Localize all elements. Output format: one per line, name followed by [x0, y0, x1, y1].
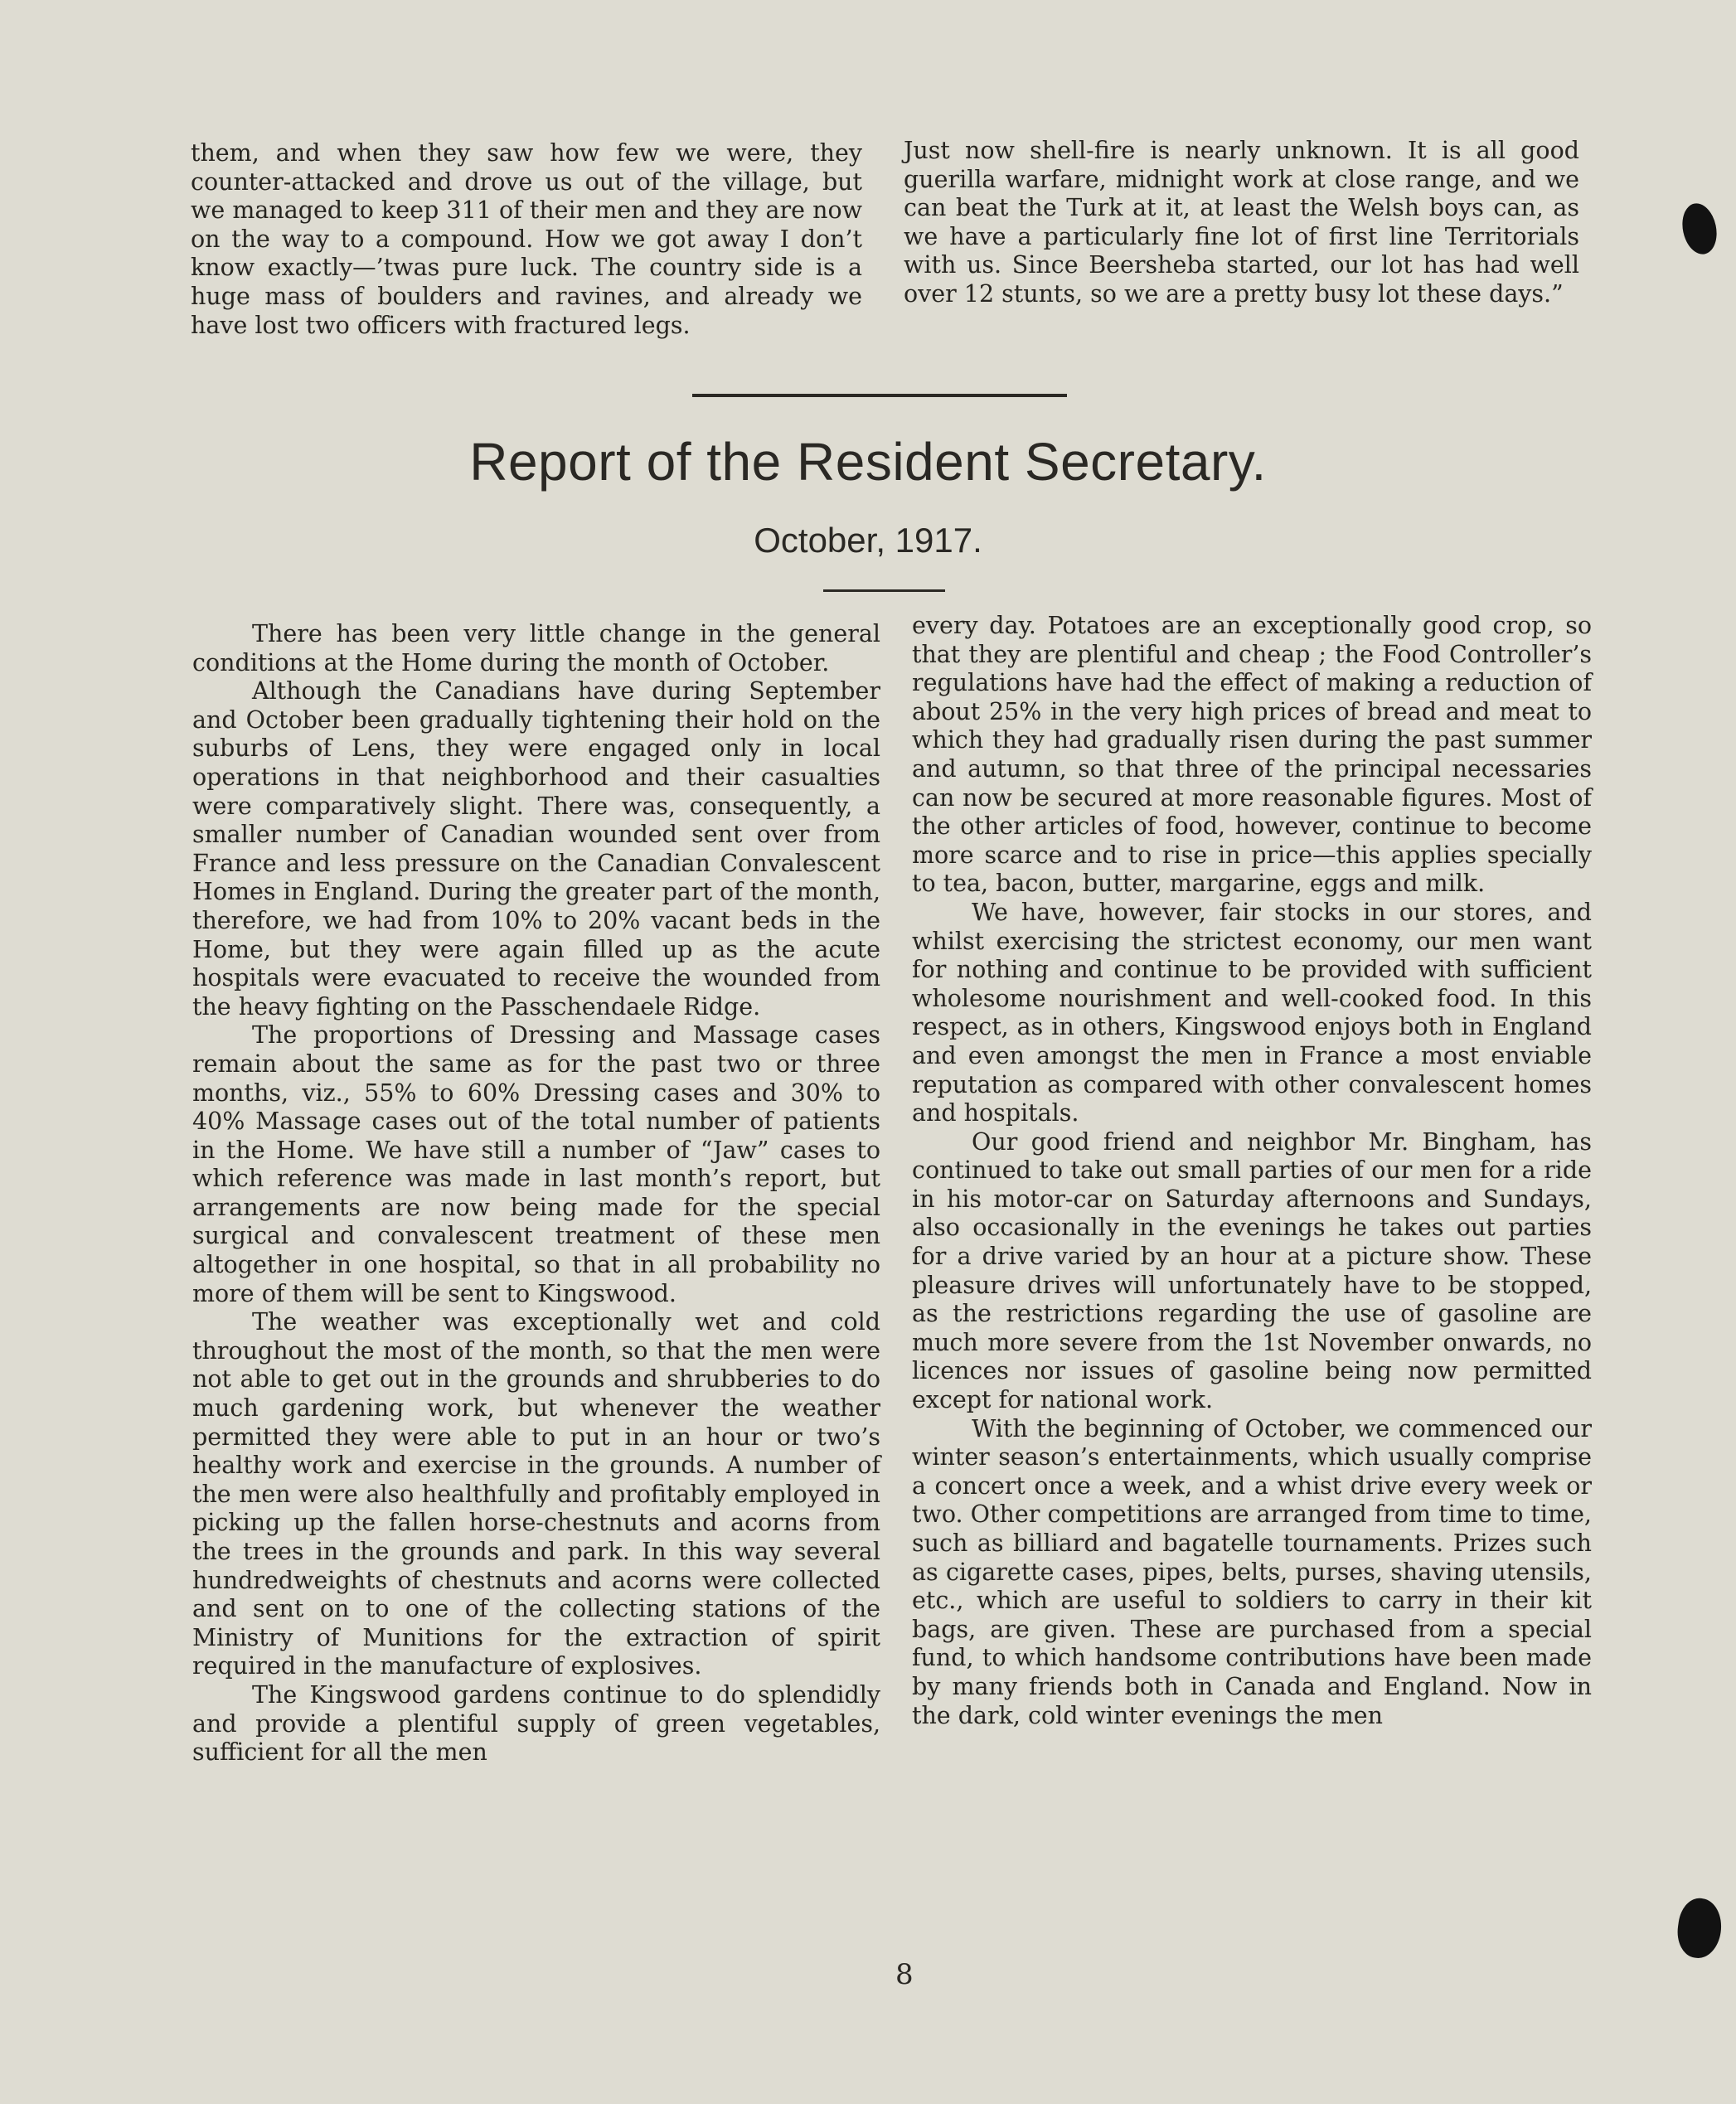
- report-paragraph: There has been very little change in the general conditions at the Home during the month of October.: [192, 620, 880, 676]
- letter-paragraph: Just now shell-fire is nearly unknown. It is all good guerilla warfare, midnight work at close range, and we can beat the Turk at it, at least the Welsh boys can, as we have a particularly fine lot of first line Territorials with us. Since Beersheba started, our lot has had well over 12 stunts, so we are a pretty busy lot these days.”: [904, 137, 1579, 308]
- report-title: Report of the Resident Secretary.: [469, 432, 1267, 492]
- report-right-column: [912, 612, 1592, 1730]
- continued-letter-left-column: [191, 139, 862, 340]
- continued-letter-right-column: [904, 137, 1579, 309]
- letter-paragraph: them, and when they saw how few we were, they counter-attacked and drove us out of the village, but we managed to keep 311 of their men and they are now on the way to a compound. How we got away I don’t know exactly—’twas pure luck. The country side is a huge mass of boulders and ravines, and already we have lost two officers with fractured legs.: [191, 139, 862, 339]
- page-number: 8: [895, 1958, 914, 1991]
- punch-hole: [1678, 201, 1721, 258]
- report-paragraph: The Kingswood gardens continue to do splendidly and provide a plentiful supply of green vegetables, sufficient for all the men: [192, 1680, 880, 1767]
- report-paragraph: every day. Potatoes are an exceptionally good crop, so that they are plentiful and cheap ; the Food Controller’s regulations have had the effect of making a reduction of about 25% in the very high prices of bread and meat to which they had gradually risen during the past summer and autumn, so that three of the principal necessaries can now be secured at more reasonable figures. Most of the other articles of food, however, continue to become more scarce and to rise in price—this applies specially to tea, bacon, butter, margarine, eggs and milk.: [912, 612, 1592, 898]
- report-paragraph: With the beginning of October, we commenced our winter season’s entertainments, which usually comprise a concert once a week, and a whist drive every week or two. Other competitions are arranged from time to time, such as billiard and bagatelle tournaments. Prizes such as cigarette cases, pipes, belts, purses, shaving utensils, etc., which are useful to soldiers to carry in their kit bags, are given. These are purchased from a special fund, to which handsome contributions have been made by many friends both in Canada and England. Now in the dark, cold winter evenings the men: [912, 1414, 1592, 1729]
- report-left-column: [192, 620, 880, 1767]
- report-paragraph: Although the Canadians have during September and October been gradually tightening their hold on the suburbs of Lens, they were engaged only in local operations in that neighborhood and their casualties were comparatively slight. There was, consequently, a smaller number of Canadian wounded sent over from France and less pressure on the Canadian Convalescent Homes in England. During the greater part of the month, therefore, we had from 10% to 20% vacant beds in the Home, but they were again filled up as the acute hospitals were evacuated to receive the wounded from the heavy fighting on the Passchendaele Ridge.: [192, 677, 880, 1020]
- report-paragraph: The proportions of Dressing and Massage cases remain about the same as for the past two or three months, viz., 55% to 60% Dressing cases and 30% to 40% Massage cases out of the total number of patients in the Home. We have still a number of “Jaw” cases to which reference was made in last month’s report, but arrangements are now being made for the special surgical and convalescent treatment of these men altogether in one hospital, so that in all probability no more of them will be sent to Kingswood.: [192, 1021, 880, 1307]
- punch-hole: [1674, 1896, 1725, 1961]
- report-paragraph: Our good friend and neighbor Mr. Bingham, has continued to take out small parties of our men for a ride in his motor-car on Saturday afternoons and Sundays, also occasionally in the evenings he takes out parties for a drive varied by an hour at a picture show. These pleasure drives will unfortunately have to be stopped, as the restrictions regarding the use of gasoline are much more severe from the 1st November onwards, no licences nor issues of gasoline being now permitted except for national work.: [912, 1127, 1592, 1414]
- report-paragraph: The weather was exceptionally wet and cold throughout the most of the month, so that the men were not able to get out in the grounds and shrubberies to do much gardening work, but whenever the weather permitted they were able to put in an hour or two’s healthy work and exercise in the grounds. A number of the men were also healthfully and profitably employed in picking up the fallen horse-chestnuts and acorns from the trees in the grounds and park. In this way several hundredweights of chestnuts and acorns were collected and sent on to one of the collecting stations of the Ministry of Munitions for the extraction of spirit required in the manufacture of explosives.: [192, 1308, 880, 1680]
- report-date: October, 1917.: [754, 521, 982, 560]
- title-underline: [823, 589, 945, 592]
- report-paragraph: We have, however, fair stocks in our stores, and whilst exercising the strictest economy, our men want for nothing and continue to be provided with sufficient wholesome nourishment and well-cooked food. In this respect, as in others, Kingswood enjoys both in England and even amongst the men in France a most enviable reputation as compared with other convalescent homes and hospitals.: [912, 898, 1592, 1127]
- section-divider: [692, 394, 1067, 397]
